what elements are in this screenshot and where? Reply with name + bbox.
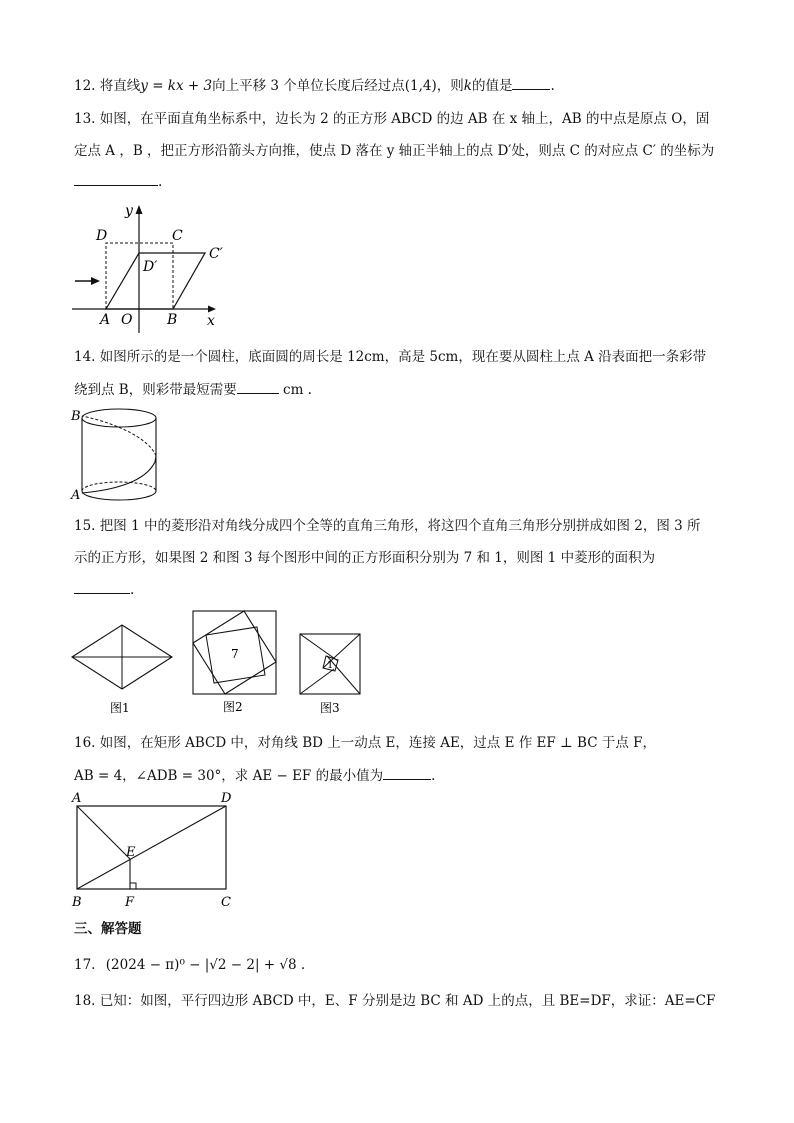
q15-text-1: 把图 1 中的菱形沿对角线分成四个全等的直角三角形，将这四个直角三角形分别拼成如图 2，图 3 所 <box>99 518 701 534</box>
q18-text: 已知：如图，平行四边形 ABCD 中，E、F 分别是边 BC 和 AD 上的点，且 BE=DF，求证：AE=CF <box>99 993 716 1009</box>
q16-segment-AE <box>77 806 130 859</box>
q14-answer-blank <box>237 380 279 394</box>
q13-label-D: D <box>96 228 108 244</box>
q12-text-4: 的值是 <box>471 78 513 94</box>
q12-answer-blank <box>512 76 550 90</box>
q16-label-E: E <box>126 845 136 860</box>
q16-diagonal-BD <box>77 806 226 889</box>
q16-text-1: 如图，在矩形 ABCD 中，对角线 BD 上一动点 E，连接 AE，过点 E 作 EF ⊥ BC 于点 F， <box>99 735 656 751</box>
q12-text-3: ，则 <box>436 78 464 94</box>
q12-point: (1,4) <box>404 78 437 94</box>
q15-fig3-line-4 <box>300 669 334 694</box>
q14-bottom-ellipse-front <box>82 491 156 500</box>
q13-figure <box>70 200 230 330</box>
q14-text-3: cm . <box>283 382 312 398</box>
q15-caption-1: 图1 <box>110 701 130 715</box>
question-16-line-2 <box>74 766 435 785</box>
q14-label-A: A <box>71 488 81 503</box>
q12-text-1: 将直线 <box>99 78 141 94</box>
q17-number: 17. <box>74 957 96 973</box>
q13-y-arrowhead <box>136 205 143 214</box>
question-14-line-1 <box>74 348 706 366</box>
q12-text-2: 向上平移 3 个单位长度后经过点 <box>212 78 405 94</box>
question-14-line-2 <box>74 380 312 399</box>
q13-label-C: C <box>172 228 183 244</box>
q14-text-1: 如图所示的是一个圆柱，底面圆的周长是 12cm，高是 5cm，现在要从圆柱上点 A 沿表面把一条彩带 <box>99 349 707 365</box>
q13-push-arrowhead <box>91 277 100 285</box>
q15-end: . <box>130 582 135 598</box>
question-18 <box>74 992 715 1010</box>
q15-text-2: 示的正方形，如果图 2 和图 3 每个图形中间的正方形面积分别为 7 和 1，则图 1 中菱形的面积为 <box>74 550 656 566</box>
question-15-line-3 <box>74 580 134 599</box>
q14-cylinder-figure <box>70 404 170 504</box>
q16-label-F: F <box>125 895 135 910</box>
q13-number: 13. <box>74 111 96 127</box>
q16-text-2: AB = 4，∠ADB = 30°，求 AE − EF 的最小值为 <box>74 768 384 784</box>
q13-text-2: 定点 A ，B ，把正方形沿箭头方向推，使点 D 落在 y 轴正半轴上的点 D′处，则点 C 的对应点 C′ 的坐标为 <box>74 143 715 159</box>
q12-equation: y = kx + 3 <box>140 78 213 94</box>
q15-figure-3-square <box>300 634 370 720</box>
q14-ribbon-front <box>82 456 156 493</box>
q16-right-angle-mark <box>130 883 136 889</box>
q12-number: 12. <box>74 78 96 94</box>
q13-label-x: x <box>207 313 215 329</box>
q16-label-D: D <box>221 791 232 806</box>
q15-figure-1-rhombus <box>72 625 176 725</box>
q16-number: 16. <box>74 735 96 751</box>
q13-x-arrowhead <box>208 306 216 313</box>
question-13-line-2 <box>74 142 714 160</box>
q14-label-B: B <box>71 409 81 424</box>
q16-label-C: C <box>221 895 231 910</box>
q13-label-B: B <box>167 312 178 328</box>
q18-number: 18. <box>74 993 96 1009</box>
section-heading-3: 三、解答题 <box>74 921 142 937</box>
q14-top-ellipse <box>82 409 156 427</box>
q13-label-C-prime: C′ <box>209 246 223 262</box>
question-15-line-2 <box>74 549 655 567</box>
q13-end: . <box>158 174 163 190</box>
q15-number-7: 7 <box>231 647 239 661</box>
question-12 <box>74 76 555 95</box>
q16-rectangle-figure <box>70 789 240 913</box>
question-13-line-1 <box>74 110 709 128</box>
q16-answer-blank <box>383 766 431 780</box>
question-16-line-1 <box>74 734 656 752</box>
q12-end: . <box>550 78 555 94</box>
q15-caption-3: 图3 <box>320 701 340 715</box>
question-15-line-1 <box>74 517 701 535</box>
q14-number: 14. <box>74 349 96 365</box>
q15-fig3-line-1 <box>300 634 338 661</box>
q14-ribbon-back <box>82 416 156 456</box>
q14-text-2: 绕到点 B，则彩带最短需要 <box>74 382 237 398</box>
q13-text-1: 如图，在平面直角坐标系中，边长为 2 的正方形 ABCD 的边 AB 在 x 轴上，AB 的中点是原点 O，固 <box>99 111 710 127</box>
question-17 <box>74 956 305 974</box>
q16-label-A: A <box>72 791 82 806</box>
q13-label-O: O <box>121 312 133 328</box>
q12-k: k <box>463 78 472 94</box>
q15-number: 15. <box>74 518 96 534</box>
question-13-line-3 <box>74 172 162 191</box>
q15-answer-blank <box>74 580 130 594</box>
q15-figure-2-square <box>193 611 283 721</box>
q17-expression: (2024 − π)⁰ − |√2 − 2| + √8 . <box>105 957 306 973</box>
q16-label-B: B <box>72 895 82 910</box>
q13-label-D-prime: D′ <box>143 259 158 275</box>
q16-end: . <box>431 768 436 784</box>
q15-number-1: 1 <box>327 660 334 671</box>
q13-answer-blank <box>74 172 158 186</box>
q13-label-A: A <box>100 312 111 328</box>
q13-label-y: y <box>125 203 133 219</box>
q15-caption-2: 图2 <box>223 700 243 714</box>
